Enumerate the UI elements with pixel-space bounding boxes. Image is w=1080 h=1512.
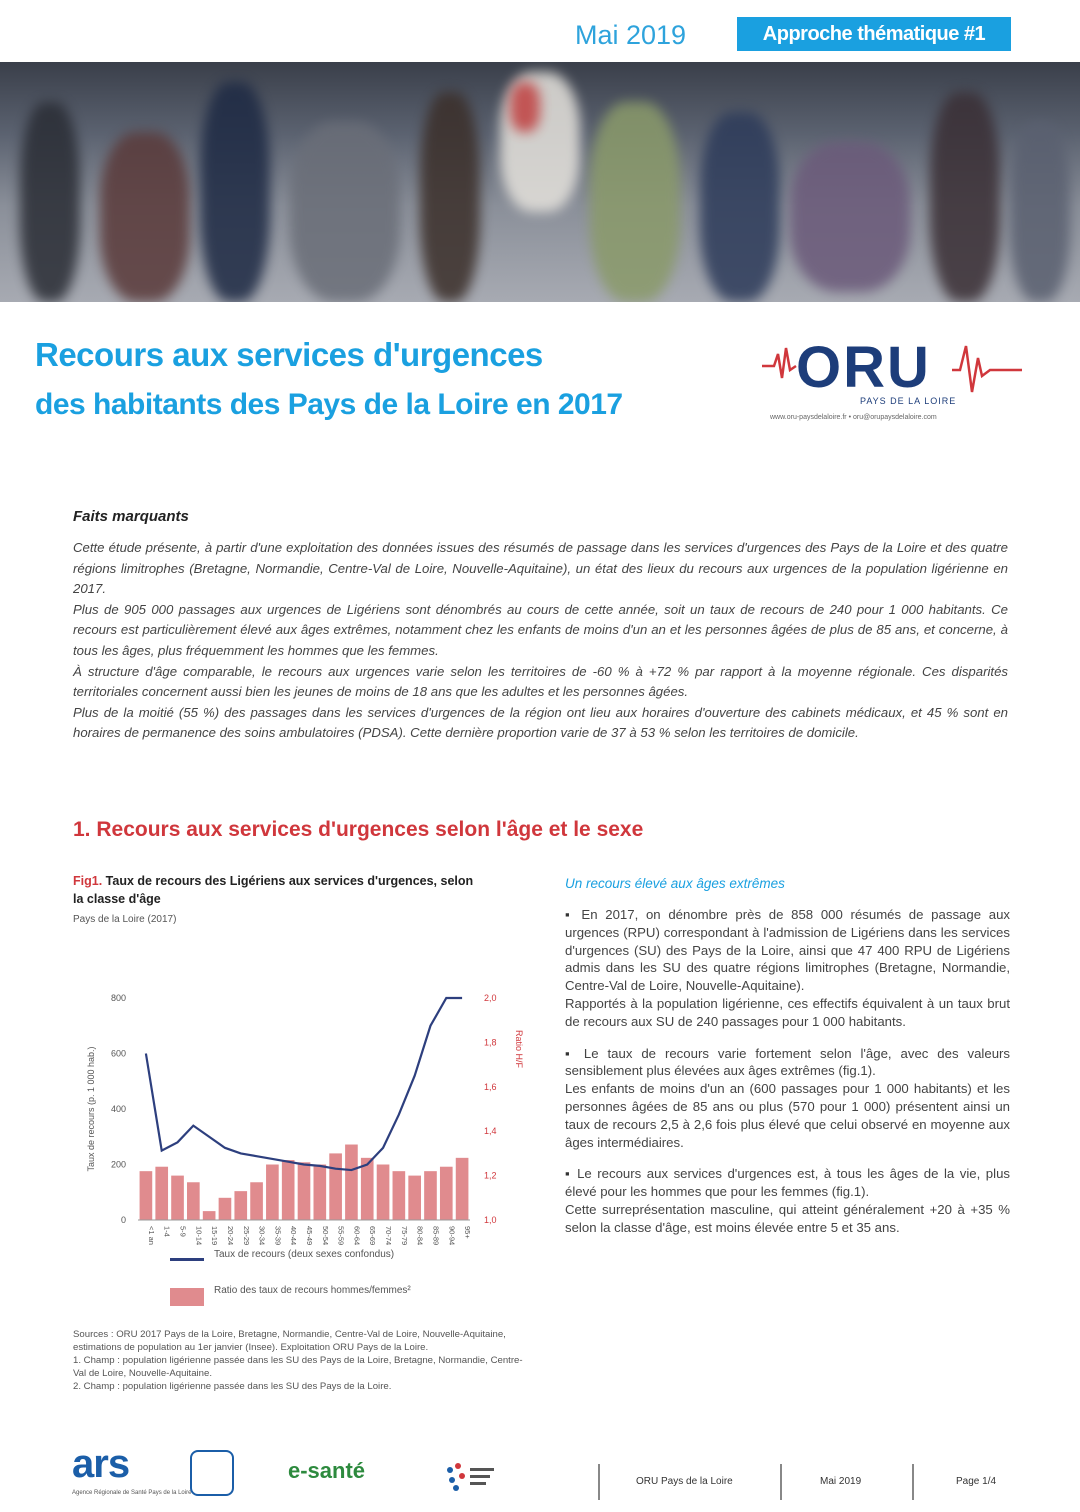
bullet-2-cont: Les enfants de moins d'un an (600 passages pour 1 000 habitants) et les personnes âgées de 85 ans ou plus (570 pour 1 000) présentent ainsi un taux de recours 2,5 à 2,6 fois plus élevé que celui observé en moyenne aux âges intermédiaires.	[565, 1081, 1010, 1150]
bullet-icon: ▪	[565, 907, 582, 922]
legend-bar-label: Ratio des taux de recours hommes/femmes²	[214, 1285, 411, 1296]
chart-legend	[170, 1248, 420, 1320]
category-label: 15-19	[210, 1226, 220, 1246]
thematic-badge: Approche thématique #1	[737, 17, 1011, 51]
ars-logo-subtitle: Agence Régionale de Santé Pays de la Loire	[72, 1490, 192, 1496]
category-label: <1 an	[146, 1226, 156, 1245]
bullet-icon: ▪	[565, 1045, 584, 1061]
chart-bar	[408, 1176, 421, 1220]
ars-logo	[72, 1442, 129, 1487]
legend-bar-swatch	[170, 1288, 204, 1306]
left-tick-label: 400	[110, 1104, 126, 1114]
chart-bar	[329, 1153, 342, 1220]
bullet-3-cont: Cette surreprésentation masculine, qui atteint généralement +20 à +35 % selon la classe d'âge, est moins élevée entre 5 et 35 ans.	[565, 1201, 1010, 1235]
chart-bar	[393, 1171, 406, 1220]
category-label: 75-79	[399, 1226, 409, 1246]
top-bar	[0, 0, 1080, 62]
chart-bar	[313, 1165, 326, 1221]
legend-line-swatch	[170, 1258, 204, 1261]
chart-bar	[171, 1176, 184, 1220]
section-1-title: 1. Recours aux services d'urgences selon l'âge et le sexe	[73, 818, 644, 841]
category-label: 35-39	[273, 1226, 283, 1246]
category-label: 90-94	[447, 1226, 457, 1246]
left-tick-label: 200	[110, 1159, 126, 1170]
figure-subtitle: Pays de la Loire (2017)	[73, 914, 177, 925]
category-label: 10-14	[194, 1226, 204, 1246]
key-facts-p4: Plus de la moitié (55 %) des passages dans les services d'urgences de la région ont lieu aux horaires d'ouverture des cabinets médicaux, et 45 % sont en horaires de permanence des soins ambulatoires (PDSA). Cette dernière proportion varie de 37 à 53 % selon les territoires de domicile.	[73, 704, 1008, 741]
key-facts-p2: Plus de 905 000 passages aux urgences de Ligériens sont dénombrés au cours de cette année, soit un taux de recours de 240 pour 1 000 habitants. Ce recours est particulièrement élevé aux âges extrêmes, notamment chez les enfants de moins d'un an et les personnes âgées de plus de 85 ans, et concerne, à tous les âges, plus fréquemment les hommes que les femmes.	[73, 601, 1008, 658]
right-tick-label: 1,8	[484, 1037, 497, 1048]
legend-line-label: Taux de recours (deux sexes confondus)	[214, 1249, 395, 1260]
category-label: 30-34	[257, 1226, 267, 1246]
footer-page: Page 1/4	[956, 1476, 997, 1487]
chart-bar	[440, 1167, 453, 1220]
chart-bar	[155, 1167, 168, 1220]
right-column-title: Un recours élevé aux âges extrêmes	[565, 876, 785, 891]
logo-subtitle: PAYS DE LA LOIRE	[860, 396, 957, 406]
bullet-2	[565, 1045, 1010, 1081]
chart-bar	[266, 1165, 279, 1221]
bullet-1-cont: Rapportés à la population ligérienne, ces effectifs équivalent à un taux brut de recours aux SU de 240 passages pour 1 000 habitants.	[565, 995, 1010, 1029]
category-label: 55-59	[336, 1226, 346, 1246]
chart-bar	[234, 1191, 247, 1220]
chart-bar	[377, 1165, 390, 1221]
left-axis-label: Taux de recours (p. 1 000 hab.)	[86, 1046, 96, 1172]
chart-bar	[140, 1171, 153, 1220]
bullet-1-text: En 2017, on dénombre près de 858 000 résumés de passage aux urgences (RPU) correspondant à l'admission de Ligériens dans les services d'urgences (SU) des Pays de la Loire, ainsi que 47 400 RPU de Ligériens admis dans les SU des quatre régions limitrophes (Bretagne, Normandie, Centre-Val de Loire, Nouvelle-Aquitaine).	[565, 907, 1011, 994]
key-facts-title: Faits marquants	[73, 508, 189, 525]
ars-logo-text: ars	[72, 1442, 130, 1486]
sources-text: Sources : ORU 2017 Pays de la Loire, Bretagne, Normandie, Centre-Val de Loire, Nouvelle-Aquitaine, estimations de population au 1er janvier (Insee). Exploitation ORU Pays de la Loire.	[73, 1329, 506, 1353]
category-label: 70-74	[384, 1226, 394, 1246]
figure-title	[73, 872, 483, 908]
bullet-1	[565, 906, 1010, 995]
category-label: 50-54	[320, 1226, 330, 1246]
chart-bar	[282, 1160, 295, 1220]
category-label: 5-9	[178, 1226, 188, 1237]
logo-name: ORU	[796, 335, 931, 400]
footer-date: Mai 2019	[820, 1476, 862, 1487]
key-facts-p3: À structure d'âge comparable, le recours aux urgences varie selon les territoires de -60 % à +72 % par rapport à la moyenne régionale. Ces disparités territoriales concernent aussi bien les jeunes de moins de 18 ans que les adultes et les personnes âgées.	[73, 663, 1008, 700]
category-label: 95+	[463, 1226, 473, 1239]
bullet-2-text: Le taux de recours varie fortement selon l'âge, avec des valeurs sensiblement plus élevées aux âges extrêmes (fig.1).	[565, 1045, 1011, 1079]
figure-label: Fig1.	[73, 874, 103, 888]
left-tick-label: 0	[120, 1215, 126, 1225]
chart-bar	[298, 1162, 311, 1220]
bullet-icon: ▪	[565, 1166, 578, 1182]
chart-bar	[424, 1171, 437, 1220]
category-label: 85-89	[431, 1226, 441, 1246]
legend-bar-item	[170, 1284, 420, 1316]
publication-date: Mai 2019	[575, 20, 687, 50]
right-tick-label: 1,4	[484, 1126, 497, 1137]
figure-title-text: Taux de recours des Ligériens aux services d'urgences, selon la classe d'âge	[73, 874, 474, 906]
bullet-3-text: Le recours aux services d'urgences est, à tous les âges de la vie, plus élevé pour les hommes que pour les femmes (fig.1).	[565, 1166, 1010, 1200]
left-tick-label: 800	[110, 993, 126, 1003]
category-label: 80-84	[415, 1226, 425, 1246]
category-label: 60-64	[352, 1226, 362, 1246]
emblem-logo	[190, 1450, 234, 1496]
chart-line	[146, 998, 462, 1170]
figure-sources	[73, 1328, 523, 1393]
right-axis-label: Ratio H/F	[514, 1029, 524, 1069]
category-label: 65-69	[368, 1226, 378, 1246]
bullet-3	[565, 1165, 1010, 1201]
footer-divider	[780, 1464, 782, 1500]
category-label: 40-44	[289, 1226, 299, 1246]
chart-bar	[456, 1158, 469, 1220]
chart-bar	[219, 1198, 232, 1220]
page-title: Recours aux services d'urgences	[35, 336, 543, 373]
right-tick-label: 1,0	[484, 1215, 497, 1225]
category-label: 25-29	[241, 1226, 251, 1246]
chart-bar	[250, 1182, 263, 1220]
logo-url: www.oru-paysdelaloire.fr • oru@orupaysdelaloire.com	[770, 414, 937, 421]
right-tick-label: 2,0	[484, 993, 497, 1003]
key-facts-p1: Cette étude présente, à partir d'une exploitation des données issues des résumés de passage dans les services d'urgences des Pays de la Loire et des quatre régions limitrophes (Bretagne, Normandie, Centre-Val de Loire, Nouvelle-Aquitaine), un état des lieux du recours aux urgences de la population ligérienne en 2017.	[73, 540, 1008, 597]
esante-logo: e-santé	[288, 1458, 366, 1483]
right-column-text	[565, 906, 1010, 1237]
banner-photo	[0, 62, 1080, 302]
legend-line-item	[170, 1248, 420, 1280]
note-1: 1. Champ : population ligérienne passée dans les SU des Pays de la Loire, Bretagne, Normandie, Centre-Val de Loire, Nouvelle-Aquitaine.	[73, 1355, 523, 1379]
footer-org: ORU Pays de la Loire	[636, 1476, 733, 1487]
sante-publique-logo	[440, 1458, 500, 1498]
footer-divider	[598, 1464, 600, 1500]
category-label: 20-24	[225, 1226, 235, 1246]
right-tick-label: 1,2	[484, 1170, 497, 1181]
left-tick-label: 600	[110, 1048, 126, 1059]
chart-bar	[345, 1145, 358, 1220]
oru-logo	[760, 330, 1025, 430]
key-facts-text	[73, 538, 1008, 744]
footer-divider	[912, 1464, 914, 1500]
category-label: 45-49	[305, 1226, 314, 1246]
category-label: 1-4	[162, 1226, 172, 1237]
note-2: 2. Champ : population ligérienne passée dans les SU des Pays de la Loire.	[73, 1381, 392, 1392]
chart-bar	[203, 1211, 216, 1220]
right-tick-label: 1,6	[484, 1081, 497, 1092]
chart-bar	[187, 1182, 200, 1220]
page-subtitle: des habitants des Pays de la Loire en 2017	[35, 388, 623, 421]
